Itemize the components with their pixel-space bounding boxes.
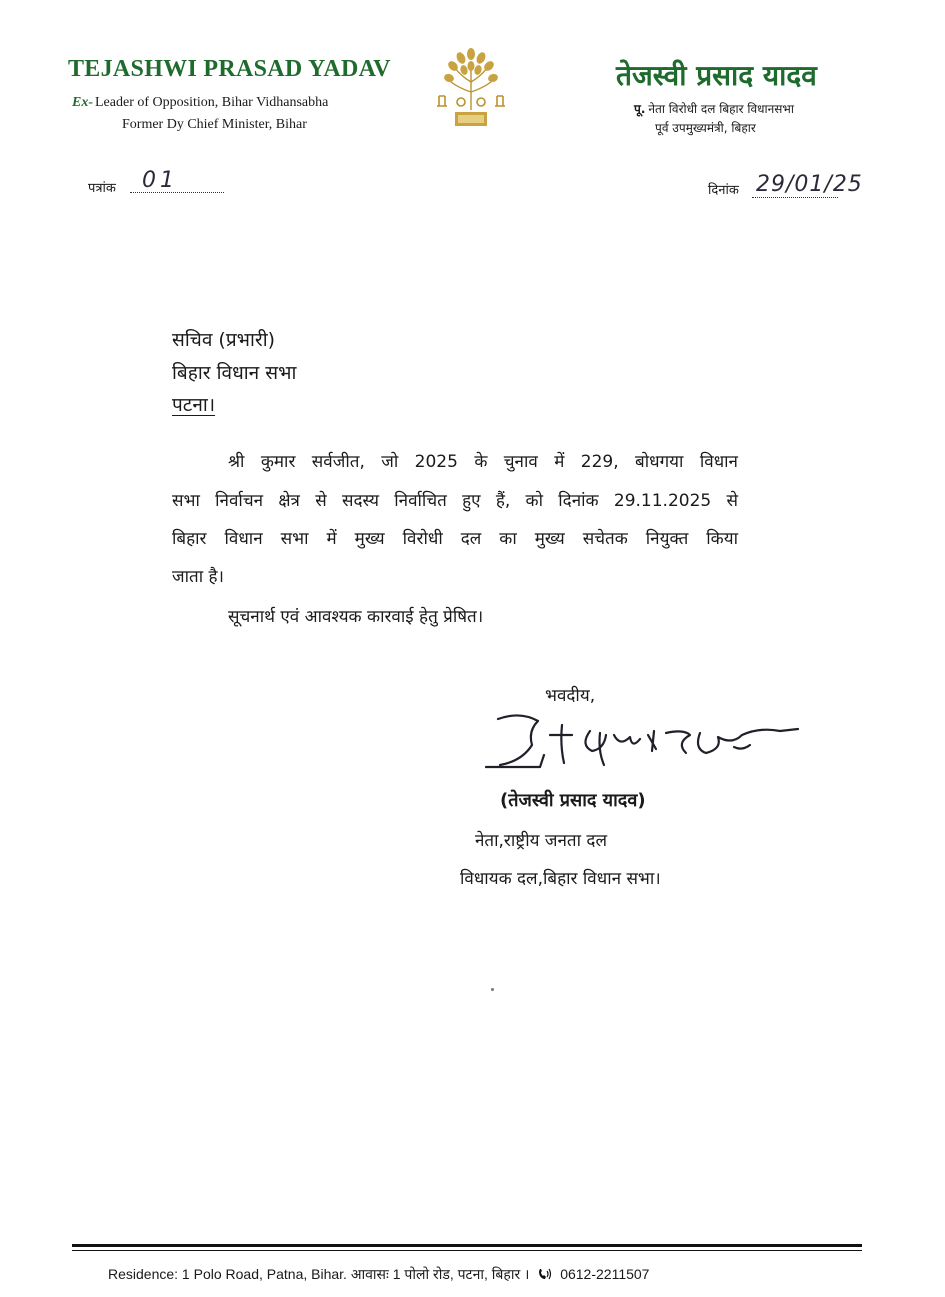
signatory-name: (तेजस्वी प्रसाद यादव) xyxy=(500,790,646,811)
footer-address-hindi: आवासः 1 पोलो रोड, पटना, बिहार । xyxy=(350,1266,530,1282)
letterhead-designation-text: Leader of Opposition, Bihar Vidhansabha xyxy=(95,95,329,110)
addressee-line-1: सचिव (प्रभारी) xyxy=(172,329,276,351)
reference-label: पत्रांक xyxy=(88,181,116,196)
letterhead-former-post-english: Former Dy Chief Minister, Bihar xyxy=(122,117,307,132)
footer-address xyxy=(108,1265,649,1284)
body-line-1: श्री कुमार सर्वजीत, जो 2025 के चुनाव में 229, बोधगया विधान xyxy=(228,452,738,472)
footer-address-english: Residence: 1 Polo Road, Patna, Bihar. xyxy=(108,1266,347,1282)
letterhead-designation-hindi-text: नेता विरोधी दल बिहार विधानसभा xyxy=(648,102,794,116)
handwritten-signature-icon xyxy=(480,705,805,775)
body-line-3: बिहार विधान सभा में मुख्य विरोधी दल का मुख्य सचेतक नियुक्त किया xyxy=(172,529,738,549)
phone-icon xyxy=(537,1267,553,1281)
letterhead-designation-hindi xyxy=(634,100,794,117)
reference-value: 01 xyxy=(142,168,178,193)
body-line-4: जाता है। xyxy=(172,567,224,587)
date-value: 29/01/25 xyxy=(756,172,863,197)
body-line-2: सभा निर्वाचन क्षेत्र से सदस्य निर्वाचित हुए हैं, को दिनांक 29.11.2025 से xyxy=(172,491,738,511)
date-dotted-line xyxy=(752,197,838,198)
letterhead-name-english: TEJASHWI PRASAD YADAV xyxy=(68,56,391,82)
letterhead-prefix-hindi: पू. xyxy=(634,102,646,116)
letterhead-prefix-english: Ex- xyxy=(72,95,93,110)
footer-rule-thin xyxy=(72,1250,862,1251)
body-line-5: सूचनार्थ एवं आवश्यक कारवाई हेतु प्रेषित। xyxy=(228,607,484,627)
stray-dot xyxy=(491,988,494,991)
letterhead-designation-english xyxy=(72,95,328,111)
letterhead-name-hindi: तेजस्वी प्रसाद यादव xyxy=(616,59,817,92)
bihar-emblem-icon xyxy=(433,40,509,130)
closing-salutation: भवदीय, xyxy=(545,686,596,706)
letterhead-former-post-hindi: पूर्व उपमुख्यमंत्री, बिहार xyxy=(655,121,756,135)
addressee-line-2: बिहार विधान सभा xyxy=(172,362,297,384)
signatory-title-1: नेता,राष्ट्रीय जनता दल xyxy=(475,831,607,851)
footer-phone: 0612-2211507 xyxy=(560,1266,650,1282)
date-label: दिनांक xyxy=(708,183,739,198)
signatory-title-2: विधायक दल,बिहार विधान सभा। xyxy=(460,869,661,889)
addressee-line-3: पटना। xyxy=(172,394,216,416)
footer-rule-thick xyxy=(72,1244,862,1247)
